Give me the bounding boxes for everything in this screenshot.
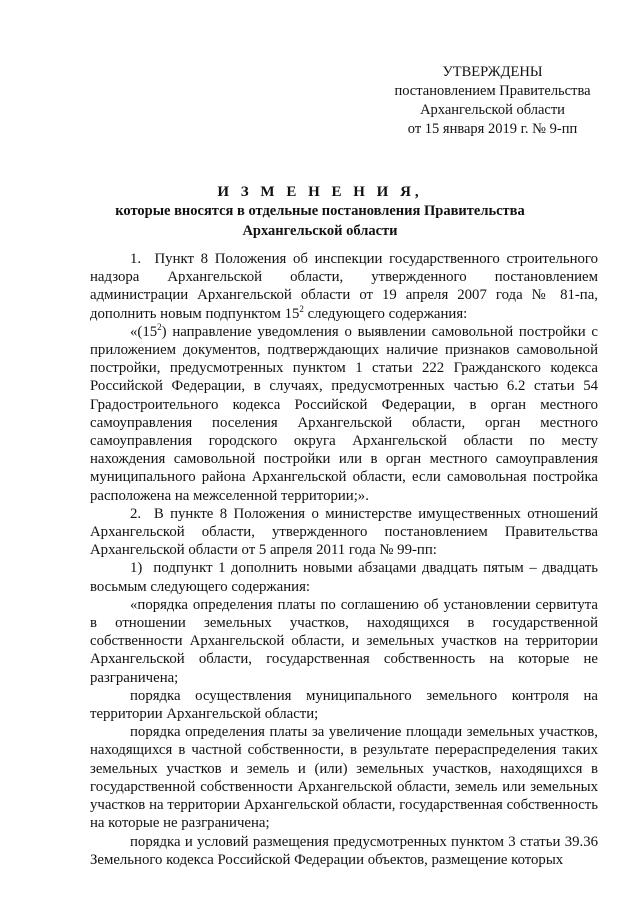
paragraph-2-text-end: ) направление уведомления о выявлении самовольной постройки с приложением документов, подтверждающих наличие признаков самовольной постройки, предусмотренных пунктом 1 статьи 222 Гражданского кодекса Российской Федерации, в случаях, предусмотренных частью 6.2 статьи 54 Градостроительного кодекса Российской Федерации, в орган местного самоуправления поселения Архангельской области, орган местного самоуправления городского округа Архангельской области по месту нахождения самовольной постройки или в орган местного самоуправления муниципального района Архангельской области, если самовольная постройка расположена на межселенной территории;». — [90, 323, 598, 504]
document-subtitle-line1: которые вносятся в отдельные постановления Правительства — [115, 203, 525, 219]
document-body — [90, 250, 598, 869]
document-subtitle-line2: Архангельской области — [242, 222, 398, 239]
paragraph-7: порядка определения платы за увеличение площади земельных участков, находящихся в частной собственности, в результате перераспределения таких земельных участков и земель и (или) земельных участков, находящихся в государственной собственности Архангельской области, земель или земельных участков на территории Архангельской области, государственная собственность на которые не разграничена; — [90, 724, 598, 832]
approval-date-number: от 15 января 2019 г. № 9-пп — [407, 121, 578, 137]
paragraph-1-superscript: 2 — [299, 303, 304, 314]
paragraph-4: 1) подпункт 1 дополнить новыми абзацами двадцать пятым – двадцать восьмым следующего содержания: — [90, 560, 598, 595]
approval-heading: УТВЕРЖДЕНЫ — [442, 64, 543, 80]
title-block — [90, 182, 550, 241]
paragraph-8: порядка и условий размещения предусмотренных пунктом 3 статьи 39.36 Земельного кодекса Российской Федерации объектов, размещение которых — [90, 833, 598, 868]
paragraph-1-text-end: следующего содержания: — [303, 305, 468, 322]
paragraph-2 — [90, 323, 598, 505]
paragraph-5: «порядка определения платы по соглашению об установлении сервитута в отношении земельных участков, находящихся в государственной собственности Архангельской области, и земельных участков на территории Архангельской области, государственная собственность на которые не разграничена; — [90, 596, 598, 686]
approval-region: Архангельской области — [420, 102, 565, 118]
paragraph-6: порядка осуществления муниципального земельного контроля на территории Архангельской области; — [90, 687, 598, 723]
paragraph-1-text: 1. Пункт 8 Положения об инспекции государственного строительного надзора Архангельской области, утвержденного постановлением администрации Архангельской области от 19 апреля 2007 года № 81-па, дополнить новым подпунктом 15 — [90, 251, 598, 322]
approval-issuer: постановлением Правительства — [394, 83, 591, 99]
paragraph-1 — [90, 250, 598, 323]
approval-stamp — [380, 63, 605, 139]
paragraph-2-superscript: 2 — [157, 321, 162, 332]
paragraph-2-text: «(15 — [130, 323, 158, 340]
document-title: И З М Е Н Е Н И Я, — [217, 184, 423, 200]
paragraph-3: 2. В пункте 8 Положения о министерстве имущественных отношений Архангельской области, утвержденного постановлением Правительства Архангельской области от 5 апреля 2011 года № 99-пп: — [90, 505, 598, 559]
